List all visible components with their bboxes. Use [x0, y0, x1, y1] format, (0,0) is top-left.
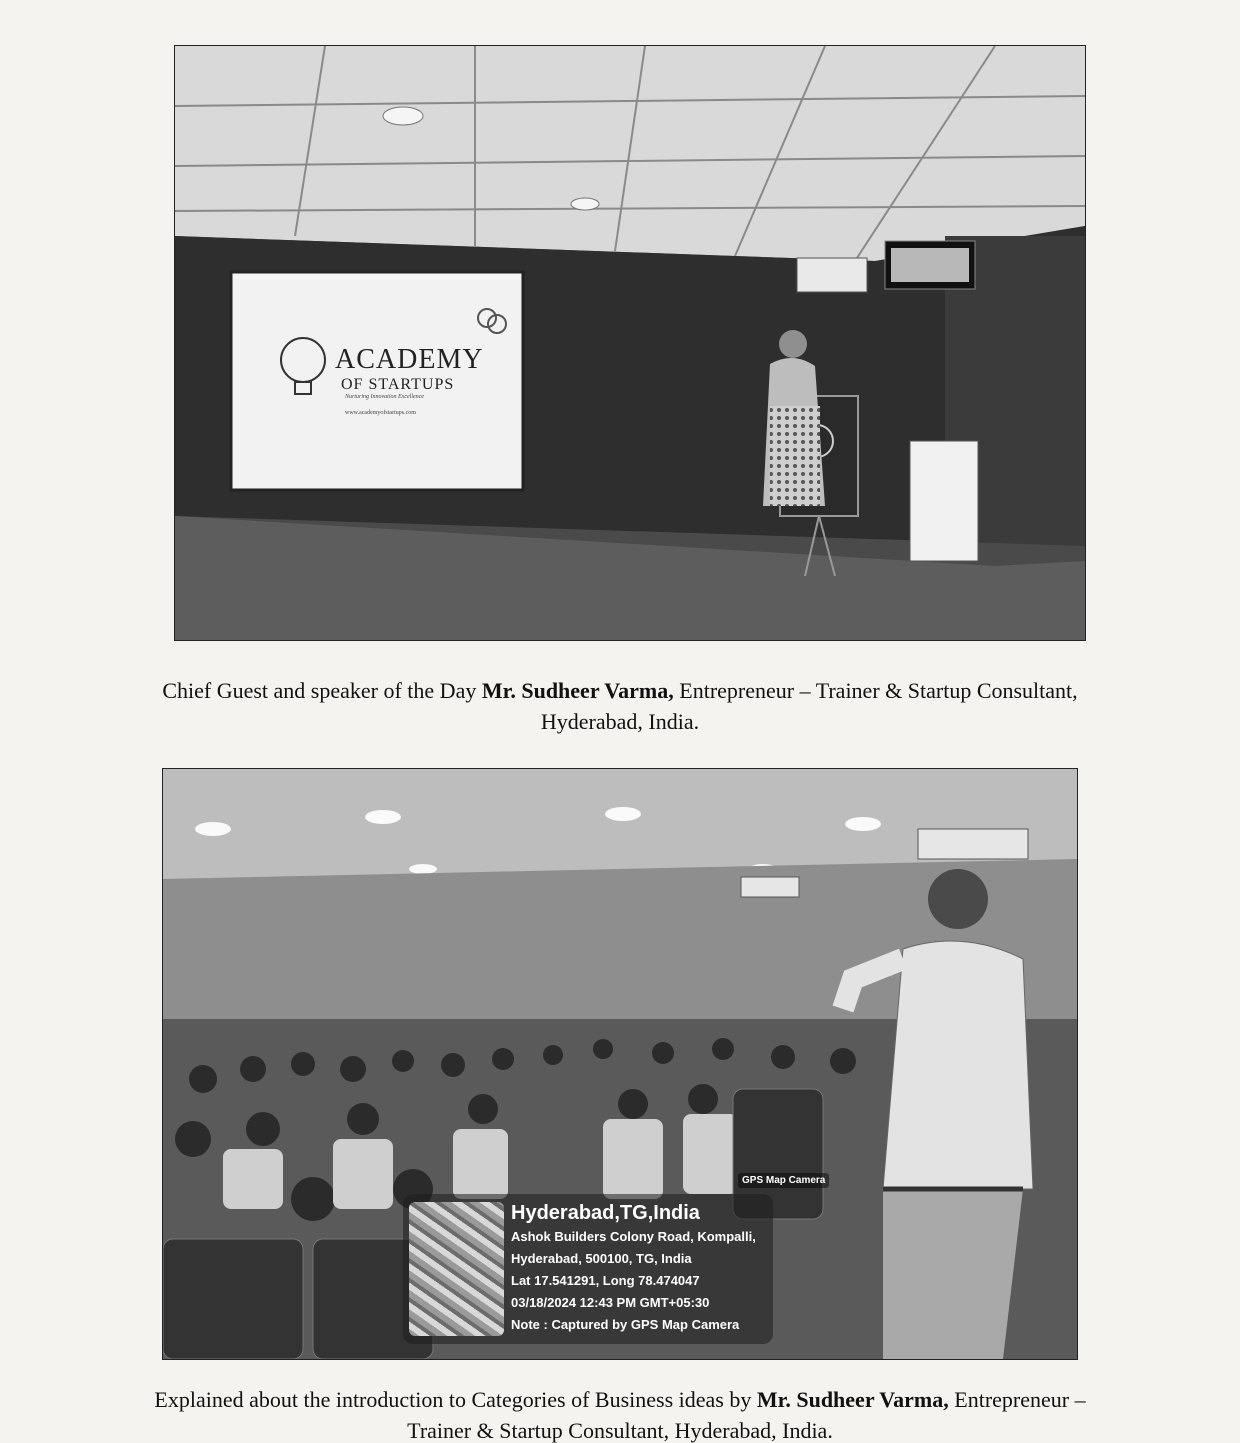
gps-text-block — [511, 1200, 756, 1336]
gps-camera-badge: GPS Map Camera — [738, 1173, 829, 1188]
gps-coordinates: Lat 17.541291, Long 78.474047 — [511, 1273, 700, 1288]
gps-overlay — [403, 1194, 773, 1344]
gps-map-thumbnail — [409, 1202, 504, 1336]
gps-city: Hyderabad,TG,India — [511, 1202, 700, 1224]
gps-timestamp: 03/18/2024 12:43 PM GMT+05:30 — [511, 1295, 710, 1310]
projection-screen-logo — [335, 344, 535, 416]
caption-audience-prefix: Explained about the introduction to Categories of Business ideas by — [154, 1387, 757, 1412]
gps-address-line1: Ashok Builders Colony Road, Kompalli, — [511, 1229, 756, 1244]
speaker-name: Mr. Sudheer Varma, — [481, 678, 674, 703]
caption-audience-line2: Trainer & Startup Consultant, Hyderabad, India. — [407, 1418, 833, 1443]
caption-stage-line1 — [40, 675, 1200, 706]
gps-address-line2: Hyderabad, 500100, TG, India — [511, 1251, 692, 1266]
screen-logo-subtitle: OF STARTUPS — [341, 376, 455, 393]
stage-photo — [174, 45, 1086, 641]
caption-audience-line1 — [40, 1384, 1200, 1415]
screen-logo-title: ACADEMY — [335, 344, 484, 375]
audience-photo — [162, 768, 1078, 1360]
screen-tagline: Nurturing Innovation Excellence — [345, 394, 424, 400]
speaker-name-2: Mr. Sudheer Varma, — [756, 1387, 949, 1412]
caption-audience-photo — [40, 1384, 1200, 1443]
screen-url: www.academyofstartups.com — [345, 410, 416, 416]
caption-stage-suffix: Entrepreneur – Trainer & Startup Consultant, — [673, 678, 1078, 703]
caption-stage-prefix: Chief Guest and speaker of the Day — [162, 678, 482, 703]
caption-stage-line2: Hyderabad, India. — [540, 709, 700, 734]
caption-audience-suffix: Entrepreneur – — [948, 1387, 1086, 1412]
caption-stage-photo — [40, 675, 1200, 737]
gps-note: Note : Captured by GPS Map Camera — [511, 1317, 740, 1332]
stage-photo-drawing — [175, 46, 1085, 640]
